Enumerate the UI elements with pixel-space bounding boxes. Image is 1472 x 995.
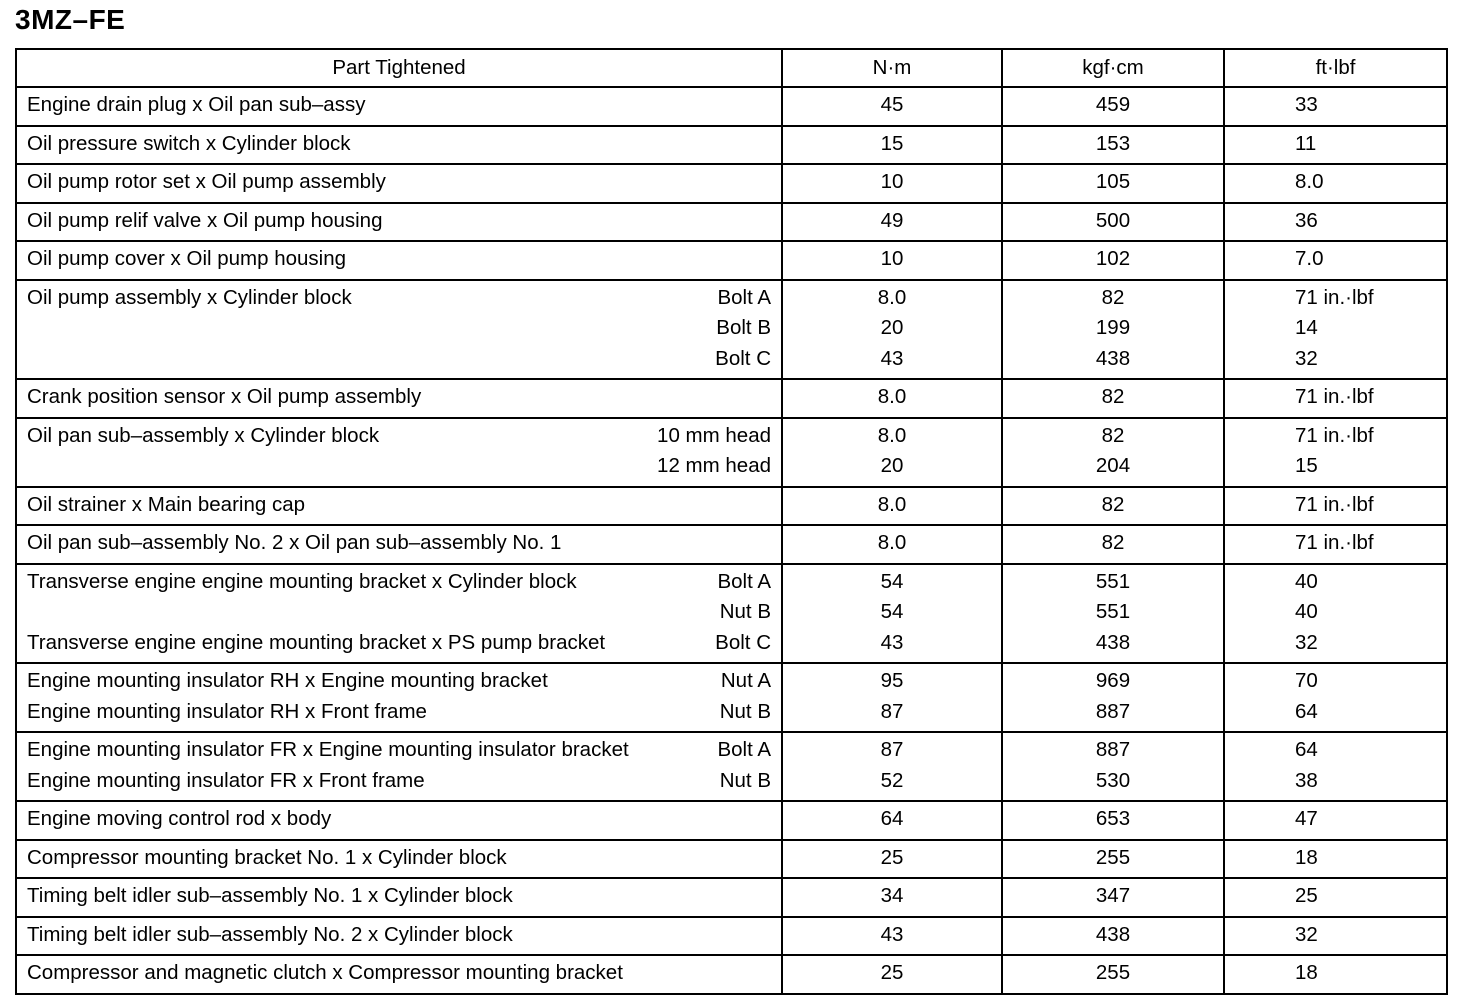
torque-ft-lbf-value: 33	[1295, 93, 1318, 116]
torque-ft-lbf-value: 71 in.·lbf	[1295, 492, 1374, 516]
part-cell	[16, 487, 782, 526]
torque-kgf-cm-value: 969	[1095, 669, 1131, 692]
nm-cell	[782, 418, 1002, 487]
fastener-label: Nut A	[720, 669, 771, 692]
part-name	[27, 597, 720, 628]
part-name: Timing belt idler sub–assembly No. 1 x Cylinder block	[27, 884, 513, 907]
torque-kgf-cm-value: 82	[1101, 531, 1125, 554]
kgf-cm-cell	[1002, 487, 1224, 526]
ft-lbf-cell	[1224, 164, 1447, 203]
fastener-label: Bolt C	[715, 346, 771, 370]
kgf-cm-cell	[1002, 126, 1224, 165]
table-row	[16, 487, 1447, 526]
part-cell	[16, 164, 782, 203]
kgf-cm-cell	[1002, 917, 1224, 956]
torque-ft-lbf-value: 32	[1295, 630, 1318, 654]
nm-cell	[782, 878, 1002, 917]
torque-nm-value: 10	[880, 247, 904, 270]
kgf-cm-cell	[1002, 955, 1224, 994]
torque-kgf-cm-value: 204	[1095, 454, 1131, 477]
torque-nm-value: 10	[880, 170, 904, 193]
torque-ft-lbf-value: 7.0	[1295, 247, 1324, 270]
kgf-cm-cell	[1002, 87, 1224, 126]
part-line	[17, 382, 781, 413]
torque-ft-lbf-value: 71 in.·lbf	[1295, 285, 1374, 309]
part-line	[17, 628, 781, 659]
part-name: Oil pump assembly x Cylinder block	[27, 285, 352, 309]
part-cell	[16, 418, 782, 487]
torque-nm-value: 87	[880, 738, 904, 761]
table-header-row	[16, 49, 1447, 87]
torque-kgf-cm-value: 105	[1095, 170, 1131, 193]
part-line	[17, 697, 781, 728]
part-name: Compressor and magnetic clutch x Compressor mounting bracket	[27, 961, 623, 984]
torque-ft-lbf-value: 32	[1295, 346, 1318, 370]
header-part-tightened: Part Tightened	[16, 49, 782, 87]
part-cell	[16, 203, 782, 242]
part-line	[17, 528, 781, 559]
torque-kgf-cm-value: 438	[1095, 346, 1131, 370]
part-line	[17, 283, 781, 314]
torque-ft-lbf-value: 70	[1295, 669, 1318, 692]
part-name: Engine mounting insulator RH x Front frame	[27, 699, 427, 723]
kgf-cm-cell	[1002, 203, 1224, 242]
torque-nm-value: 8.0	[877, 423, 907, 447]
part-line	[17, 920, 781, 951]
torque-nm-value: 8.0	[877, 285, 907, 309]
torque-ft-lbf-value: 25	[1295, 884, 1318, 907]
fastener-label: 10 mm head	[657, 423, 771, 447]
kgf-cm-cell	[1002, 164, 1224, 203]
nm-cell	[782, 840, 1002, 879]
part-line	[17, 206, 781, 237]
part-name: Oil pump rotor set x Oil pump assembly	[27, 170, 386, 193]
part-cell	[16, 878, 782, 917]
part-line	[17, 490, 781, 521]
table-row	[16, 917, 1447, 956]
table-row	[16, 164, 1447, 203]
header-kgf-cm: kgf·cm	[1002, 49, 1224, 87]
part-line	[17, 958, 781, 989]
fastener-label: Nut B	[719, 600, 771, 623]
torque-nm-value: 45	[880, 93, 904, 116]
part-line	[17, 421, 781, 452]
part-line	[17, 167, 781, 198]
kgf-cm-cell	[1002, 525, 1224, 564]
table-row	[16, 732, 1447, 801]
part-name: Transverse engine engine mounting bracket x Cylinder block	[27, 569, 577, 593]
ft-lbf-cell	[1224, 955, 1447, 994]
torque-kgf-cm-value: 82	[1101, 285, 1125, 309]
torque-nm-value: 8.0	[877, 385, 907, 408]
table-row	[16, 126, 1447, 165]
torque-kgf-cm-value: 438	[1095, 922, 1131, 946]
header-ft-lbf: ft·lbf	[1224, 49, 1447, 87]
torque-kgf-cm-value: 500	[1095, 208, 1131, 232]
fastener-label: Nut B	[719, 699, 771, 723]
fastener-label: Bolt A	[717, 285, 771, 309]
ft-lbf-cell	[1224, 917, 1447, 956]
torque-nm-value: 15	[880, 131, 904, 155]
fastener-label: Bolt C	[715, 630, 771, 654]
part-name: Oil pressure switch x Cylinder block	[27, 131, 351, 155]
kgf-cm-cell	[1002, 801, 1224, 840]
part-name	[27, 451, 657, 482]
torque-nm-value: 25	[880, 845, 904, 869]
torque-nm-value: 87	[880, 699, 904, 723]
part-name: Oil pan sub–assembly x Cylinder block	[27, 423, 380, 447]
nm-cell	[782, 732, 1002, 801]
torque-nm-value: 54	[880, 569, 904, 593]
table-row	[16, 87, 1447, 126]
kgf-cm-cell	[1002, 379, 1224, 418]
ft-lbf-cell	[1224, 126, 1447, 165]
torque-nm-value: 95	[880, 669, 904, 692]
ft-lbf-cell	[1224, 840, 1447, 879]
part-line	[17, 244, 781, 275]
table-body	[16, 87, 1447, 994]
torque-ft-lbf-value: 32	[1295, 922, 1318, 946]
nm-cell	[782, 126, 1002, 165]
ft-lbf-cell	[1224, 663, 1447, 732]
kgf-cm-cell	[1002, 564, 1224, 664]
ft-lbf-cell	[1224, 379, 1447, 418]
torque-ft-lbf-value: 36	[1295, 208, 1318, 232]
part-line	[17, 313, 781, 344]
torque-ft-lbf-value: 38	[1295, 768, 1318, 792]
part-cell	[16, 525, 782, 564]
kgf-cm-cell	[1002, 241, 1224, 280]
torque-kgf-cm-value: 653	[1095, 807, 1131, 830]
page-title: 3MZ–FE	[15, 4, 126, 35]
part-line	[17, 766, 781, 797]
torque-nm-value: 34	[880, 884, 904, 907]
part-name: Oil pan sub–assembly No. 2 x Oil pan sub–assembly No. 1	[27, 531, 562, 554]
torque-nm-value: 43	[880, 922, 904, 946]
torque-kgf-cm-value: 255	[1095, 961, 1131, 984]
part-line	[17, 344, 781, 375]
ft-lbf-cell	[1224, 203, 1447, 242]
torque-nm-value: 43	[880, 630, 904, 654]
kgf-cm-cell	[1002, 878, 1224, 917]
torque-ft-lbf-value: 14	[1295, 316, 1318, 339]
table-row	[16, 241, 1447, 280]
torque-ft-lbf-value: 71 in.·lbf	[1295, 385, 1374, 408]
fastener-label: Bolt A	[717, 738, 771, 761]
table-row	[16, 801, 1447, 840]
part-name: Oil pump relif valve x Oil pump housing	[27, 208, 383, 232]
nm-cell	[782, 487, 1002, 526]
part-line	[17, 597, 781, 628]
torque-nm-value: 20	[880, 454, 904, 477]
part-cell	[16, 840, 782, 879]
torque-ft-lbf-value: 40	[1295, 569, 1318, 593]
torque-kgf-cm-value: 459	[1095, 93, 1131, 116]
torque-ft-lbf-value: 71 in.·lbf	[1295, 423, 1374, 447]
torque-kgf-cm-value: 153	[1095, 131, 1131, 155]
torque-ft-lbf-value: 64	[1295, 738, 1318, 761]
ft-lbf-cell	[1224, 878, 1447, 917]
nm-cell	[782, 241, 1002, 280]
torque-nm-value: 8.0	[877, 531, 907, 554]
torque-nm-value: 20	[880, 316, 904, 339]
part-name: Oil pump cover x Oil pump housing	[27, 247, 347, 270]
part-cell	[16, 280, 782, 380]
ft-lbf-cell	[1224, 280, 1447, 380]
part-cell	[16, 801, 782, 840]
part-name: Engine mounting insulator RH x Engine mounting bracket	[27, 669, 548, 692]
part-name	[27, 344, 715, 375]
table-row	[16, 418, 1447, 487]
kgf-cm-cell	[1002, 418, 1224, 487]
torque-kgf-cm-value: 887	[1095, 699, 1131, 723]
part-name	[27, 313, 716, 344]
nm-cell	[782, 917, 1002, 956]
ft-lbf-cell	[1224, 801, 1447, 840]
fastener-label: Bolt A	[717, 569, 771, 593]
nm-cell	[782, 164, 1002, 203]
table-row	[16, 840, 1447, 879]
torque-kgf-cm-value: 347	[1095, 884, 1131, 907]
part-line	[17, 804, 781, 835]
torque-ft-lbf-value: 8.0	[1295, 170, 1324, 193]
part-line	[17, 451, 781, 482]
nm-cell	[782, 379, 1002, 418]
table-row	[16, 525, 1447, 564]
torque-nm-value: 49	[880, 208, 904, 232]
nm-cell	[782, 564, 1002, 664]
nm-cell	[782, 955, 1002, 994]
torque-kgf-cm-value: 551	[1095, 600, 1131, 623]
torque-ft-lbf-value: 40	[1295, 600, 1318, 623]
part-line	[17, 735, 781, 766]
torque-nm-value: 64	[880, 807, 904, 830]
table-row	[16, 663, 1447, 732]
part-name: Oil strainer x Main bearing cap	[27, 492, 306, 516]
torque-nm-value: 52	[880, 768, 904, 792]
ft-lbf-cell	[1224, 564, 1447, 664]
part-name: Crank position sensor x Oil pump assembly	[27, 385, 422, 408]
part-line	[17, 843, 781, 874]
torque-ft-lbf-value: 64	[1295, 699, 1318, 723]
part-cell	[16, 663, 782, 732]
part-name: Timing belt idler sub–assembly No. 2 x Cylinder block	[27, 922, 513, 946]
table-row	[16, 955, 1447, 994]
part-line	[17, 90, 781, 121]
part-name: Compressor mounting bracket No. 1 x Cylinder block	[27, 845, 507, 869]
torque-spec-table	[15, 48, 1448, 995]
part-name: Engine mounting insulator FR x Engine mounting insulator bracket	[27, 738, 629, 761]
table-row	[16, 203, 1447, 242]
torque-kgf-cm-value: 199	[1095, 316, 1131, 339]
torque-ft-lbf-value: 47	[1295, 807, 1318, 830]
part-name: Engine moving control rod x body	[27, 807, 332, 830]
part-cell	[16, 917, 782, 956]
fastener-label: 12 mm head	[657, 454, 771, 477]
torque-kgf-cm-value: 887	[1095, 738, 1131, 761]
torque-ft-lbf-value: 18	[1295, 961, 1318, 984]
part-cell	[16, 241, 782, 280]
ft-lbf-cell	[1224, 732, 1447, 801]
kgf-cm-cell	[1002, 663, 1224, 732]
torque-ft-lbf-value: 11	[1295, 131, 1317, 155]
part-cell	[16, 564, 782, 664]
part-name: Engine mounting insulator FR x Front frame	[27, 768, 425, 792]
part-cell	[16, 379, 782, 418]
kgf-cm-cell	[1002, 280, 1224, 380]
ft-lbf-cell	[1224, 487, 1447, 526]
fastener-label: Nut B	[719, 768, 771, 792]
torque-kgf-cm-value: 438	[1095, 630, 1131, 654]
torque-kgf-cm-value: 551	[1095, 569, 1131, 593]
torque-kgf-cm-value: 82	[1101, 423, 1125, 447]
torque-ft-lbf-value: 71 in.·lbf	[1295, 531, 1374, 554]
nm-cell	[782, 801, 1002, 840]
nm-cell	[782, 87, 1002, 126]
table-row	[16, 878, 1447, 917]
fastener-label: Bolt B	[716, 316, 771, 339]
nm-cell	[782, 280, 1002, 380]
part-cell	[16, 732, 782, 801]
kgf-cm-cell	[1002, 840, 1224, 879]
part-cell	[16, 955, 782, 994]
part-cell	[16, 126, 782, 165]
nm-cell	[782, 203, 1002, 242]
torque-kgf-cm-value: 102	[1095, 247, 1131, 270]
torque-kgf-cm-value: 255	[1095, 845, 1131, 869]
torque-kgf-cm-value: 530	[1095, 768, 1131, 792]
torque-kgf-cm-value: 82	[1101, 385, 1125, 408]
kgf-cm-cell	[1002, 732, 1224, 801]
table-row	[16, 564, 1447, 664]
table-row	[16, 280, 1447, 380]
part-name: Transverse engine engine mounting bracket x PS pump bracket	[27, 630, 606, 654]
torque-nm-value: 25	[880, 961, 904, 984]
torque-kgf-cm-value: 82	[1101, 492, 1125, 516]
table-row	[16, 379, 1447, 418]
part-line	[17, 567, 781, 598]
torque-ft-lbf-value: 18	[1295, 845, 1318, 869]
torque-nm-value: 8.0	[877, 492, 907, 516]
part-line	[17, 881, 781, 912]
ft-lbf-cell	[1224, 241, 1447, 280]
torque-nm-value: 43	[880, 346, 904, 370]
ft-lbf-cell	[1224, 87, 1447, 126]
torque-nm-value: 54	[880, 600, 904, 623]
part-line	[17, 129, 781, 160]
part-line	[17, 666, 781, 697]
torque-ft-lbf-value: 15	[1295, 454, 1318, 477]
nm-cell	[782, 663, 1002, 732]
ft-lbf-cell	[1224, 418, 1447, 487]
ft-lbf-cell	[1224, 525, 1447, 564]
part-cell	[16, 87, 782, 126]
part-name: Engine drain plug x Oil pan sub–assy	[27, 93, 366, 116]
header-nm: N·m	[782, 49, 1002, 87]
nm-cell	[782, 525, 1002, 564]
